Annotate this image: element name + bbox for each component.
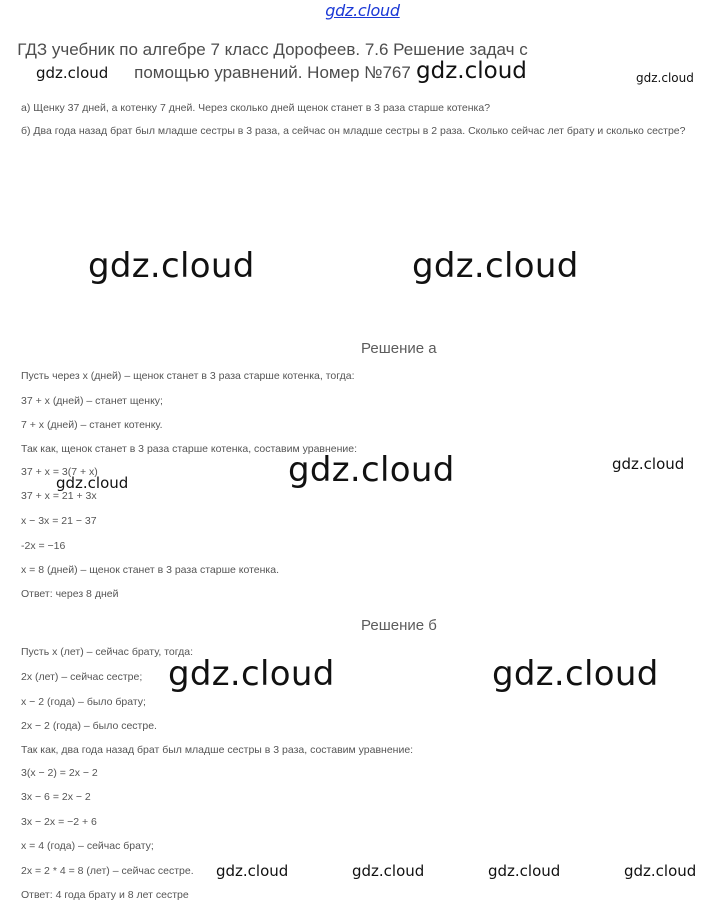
problem-a-text: а) Щенку 37 дней, а котенку 7 дней. Через сколько дней щенок станет в 3 раза старше котенка? — [21, 102, 491, 114]
solution-b-line: x = 4 (года) – сейчас брату; — [21, 840, 154, 852]
site-logo-link[interactable]: gdz.cloud — [325, 1, 400, 20]
solution-b-line: Пусть x (лет) – сейчас брату, тогда: — [21, 646, 194, 658]
solution-a-answer: Ответ: через 8 дней — [21, 588, 119, 600]
solution-a-line: 37 + x (дней) – станет щенку; — [21, 395, 163, 407]
watermark: gdz.cloud — [56, 474, 129, 492]
solution-b-equation: 3(x − 2) = 2x − 2 — [21, 767, 98, 779]
solution-b-equation: 3x − 2x = −2 + 6 — [21, 816, 97, 828]
watermark: gdz.cloud — [36, 64, 109, 82]
solution-a-line: Пусть через x (дней) – щенок станет в 3 раза старше котенка, тогда: — [21, 370, 355, 382]
watermark: gdz.cloud — [416, 58, 527, 84]
watermark: gdz.cloud — [492, 654, 659, 694]
watermark: gdz.cloud — [412, 246, 579, 286]
solution-b-equation: 3x − 6 = 2x − 2 — [21, 791, 91, 803]
solution-a-equation: 37 + x = 21 + 3x — [21, 490, 97, 502]
watermark: gdz.cloud — [636, 71, 694, 85]
watermark: gdz.cloud — [624, 862, 697, 880]
watermark: gdz.cloud — [288, 450, 455, 490]
watermark: gdz.cloud — [612, 455, 685, 473]
watermark: gdz.cloud — [168, 654, 335, 694]
solution-b-line: 2x (лет) – сейчас сестре; — [21, 671, 143, 683]
solution-b-line: 2x = 2 * 4 = 8 (лет) – сейчас сестре. — [21, 865, 194, 877]
solution-b-heading: Решение б — [361, 617, 437, 634]
problem-b-text: б) Два года назад брат был младше сестры в 3 раза, а сейчас он младше сестры в 2 раза. Сколько сейчас лет брату и сколько сестре? — [21, 125, 686, 137]
solution-a-line: Так как, щенок станет в 3 раза старше котенка, составим уравнение: — [21, 443, 358, 455]
watermark: gdz.cloud — [488, 862, 561, 880]
watermark: gdz.cloud — [352, 862, 425, 880]
solution-a-equation: -2x = −16 — [21, 540, 66, 552]
solution-a-line: 7 + x (дней) – станет котенку. — [21, 419, 163, 431]
watermark: gdz.cloud — [216, 862, 289, 880]
solution-b-answer: Ответ: 4 года брату и 8 лет сестре — [21, 889, 189, 901]
solution-a-equation: x − 3x = 21 − 37 — [21, 515, 97, 527]
watermark: gdz.cloud — [88, 246, 255, 286]
solution-b-line: x − 2 (года) – было брату; — [21, 696, 146, 708]
solution-a-heading: Решение а — [361, 340, 437, 357]
solution-a-line: x = 8 (дней) – щенок станет в 3 раза старше котенка. — [21, 564, 279, 576]
solution-b-line: Так как, два года назад брат был младше сестры в 3 раза, составим уравнение: — [21, 744, 414, 756]
solution-a-equation: 37 + x = 3(7 + x) — [21, 466, 98, 478]
page-title: ГДЗ учебник по алгебре 7 класс Дорофеев. 7.6 Решение задач с помощью уравнений. Номер №767 — [17, 40, 528, 82]
solution-b-line: 2x − 2 (года) – было сестре. — [21, 720, 157, 732]
